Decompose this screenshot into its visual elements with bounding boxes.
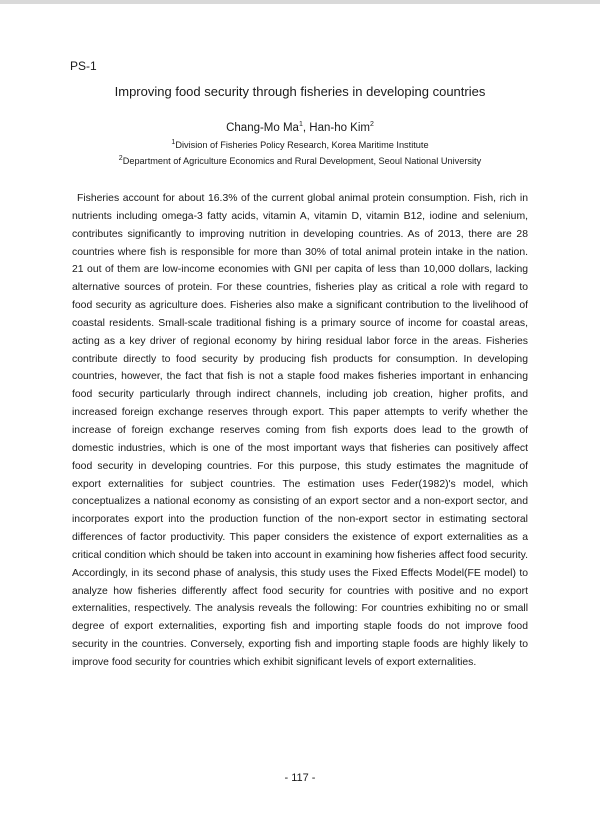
- affiliation-text: Division of Fisheries Policy Research, Korea Maritime Institute: [175, 140, 429, 150]
- affiliation: [0, 155, 600, 167]
- author-list: [0, 121, 600, 135]
- session-id: PS-1: [70, 59, 97, 73]
- author-name: Han-ho Kim: [309, 122, 370, 134]
- author-separator: ,: [302, 122, 310, 134]
- page-number: - 117 -: [284, 772, 316, 784]
- author-affiliation-marker: 2: [369, 121, 374, 129]
- author-affiliation-marker: 1: [298, 121, 303, 129]
- affiliation-marker: 1: [171, 138, 176, 146]
- affiliation: [0, 139, 600, 151]
- affiliation-marker: 2: [118, 154, 123, 162]
- abstract-paragraph: Fisheries account for about 16.3% of the current global animal protein consumption. Fish, rich in nutrients including omega-3 fatty acids, vitamin A, vitamin D, vitamin B12, iodine and selenium, contributes significantly to improving nutrition in developing countries. As of 2013, there are 28 countries where fish is responsible for more than 30% of total animal protein intake in the nation. 21 out of them are low-income economies with GNI per capita of less than 10,000 dollars, lacking alternative sources of protein. For these countries, fisheries play as critical a role with regard to food security as agriculture does. Fisheries also make a significant contribution to the livelihood of coastal residents. Small-scale traditional fishing is a primary source of income for coastal areas, acting as a key driver of regional economy by hiring residual labor force in the areas. Fisheries contribute directly to food security by producing fish products for consumption. In developing countries, however, the fact that fish is not a staple food makes fisheries important in enhancing food security particularly through indirect channels, including job creation, higher profits, and increased foreign exchange reserves through export. This paper attempts to verify whether the increase of foreign exchange reserves coming from fish exports does lead to the growth of domestic industries, which is one of the most important ways that fisheries can positively affect food security in developing countries. For this purpose, this study estimates the magnitude of export externalities for subject countries. The estimation uses Feder(1982)'s model, which conceptualizes a national economy as consisting of an export sector and a non-export sector, and incorporates export into the production function of the non-export sector in estimating sectoral differences of factor productivity. This paper considers the existence of export externalities as a critical condition which should be taken into account in examining how fisheries affect food security. Accordingly, in its second phase of analysis, this study uses the Fixed Effects Model(FE model) to analyze how fisheries differently affect food security for countries with positive and no export externalities, respectively. The analysis reveals the following: For countries exhibiting no or small degree of export externalities, exporting fish and importing staple foods do not improve food security in the countries. Conversely, exporting fish and importing staple foods are highly likely to improve food security for countries which exhibit significant levels of export externalities.: [72, 193, 528, 668]
- author-name: Chang-Mo Ma: [226, 122, 299, 134]
- paper-title: Improving food security through fisheries in developing countries: [114, 84, 486, 99]
- page-top-border: [0, 0, 600, 4]
- affiliation-text: Department of Agriculture Economics and Rural Development, Seoul National University: [122, 156, 482, 166]
